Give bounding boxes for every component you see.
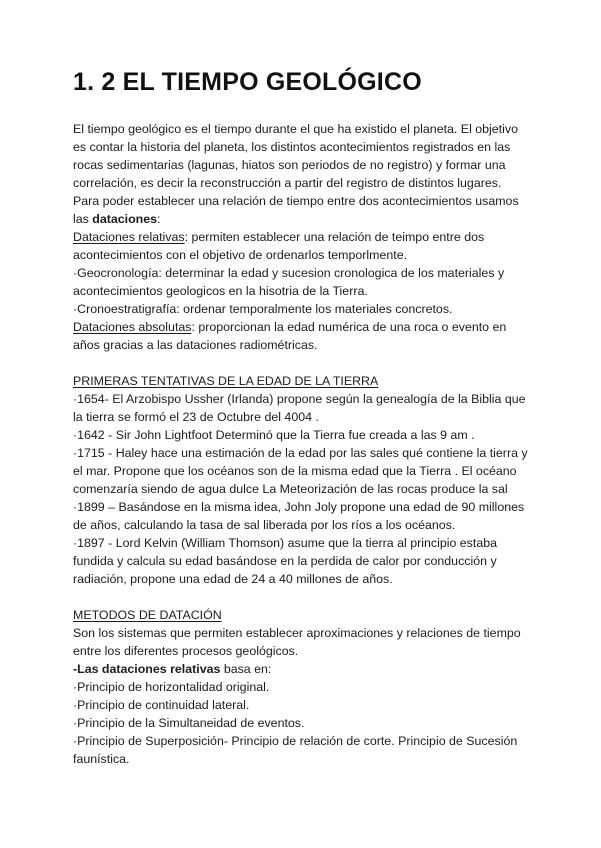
metodos-heading: METODOS DE DATACIÓN: [73, 608, 222, 622]
intro-bold-term: dataciones: [92, 212, 158, 226]
primeras-item: ·1642 - Sir John Lightfoot Determinó que la Tierra fue creada a las 9 am .: [73, 428, 475, 442]
intro-end: :: [157, 212, 161, 226]
spacer: [73, 588, 529, 606]
principio-item: ·Principio de Superposición- Principio de relación de corte. Principio de Sucesión faunística.: [73, 734, 518, 766]
relativas-label: Dataciones relativas: [73, 230, 185, 244]
metodos-relativas-rest: basa en:: [220, 662, 272, 676]
primeras-item: ·1715 - Haley hace una estimación de la edad por las sales qué contiene la tierra y el mar. Propone que los océanos son de la misma edad que la Tierra . El océano comenzaría siendo de agua dulce La Meteorización de las rocas produce la sal: [73, 446, 528, 496]
primeras-item: ·1897 - Lord Kelvin (William Thomson) asume que la tierra al principio estaba fundida y calcula su edad basándose en la perdida de calor por conducción y radiación, propone una edad de 24 a 40 millones de años.: [73, 536, 497, 586]
geocronologia-paragraph: ·Geocronología: determinar la edad y sucesion cronologica de los materiales y acontecimientos geologicos en la hisotria de la Tierra.: [73, 266, 505, 298]
relativas-text: : permiten establecer una relación de teimpo entre dos acontecimientos con el objetivo de ordenarlos temporlmente.: [73, 230, 485, 262]
primeras-heading: PRIMERAS TENTATIVAS DE LA EDAD DE LA TIERRA: [73, 374, 379, 388]
document-body: [73, 120, 529, 768]
page-title: 1. 2 EL TIEMPO GEOLÓGICO: [73, 68, 422, 96]
absolutas-label: Dataciones absolutas: [73, 320, 192, 334]
principio-item: ·Principio de horizontalidad original.: [73, 680, 270, 694]
spacer: [73, 354, 529, 372]
absolutas-paragraph: [73, 318, 529, 354]
cronoestratigrafia-paragraph: ·Cronoestratigrafía: ordenar temporalmente los materiales concretos.: [73, 302, 453, 316]
principio-item: ·Principio de continuidad lateral.: [73, 698, 250, 712]
principio-item: ·Principio de la Simultaneidad de eventos.: [73, 716, 305, 730]
metodos-relativas-bold: -Las dataciones relativas: [73, 662, 221, 676]
metodos-intro: Son los sistemas que permiten establecer aproximaciones y relaciones de tiempo entre los diferentes procesos geológicos.: [73, 626, 521, 658]
intro-text: El tiempo geológico es el tiempo durante el que ha existido el planeta. El objetivo es contar la historia del planeta, los distintos acontecimientos registrados en las rocas sedimentarias (lagunas, hiatos son periodos de no registro) y formar una correlación, es decir la reconstrucción a partir del registro de distintos lugares. Para poder establecer una relación de tiempo entre dos acontecimientos usamos las: [73, 122, 519, 226]
absolutas-text: : proporcionan la edad numérica de una roca o evento en años gracias a las dataciones radiométricas.: [73, 320, 507, 352]
relativas-paragraph: [73, 228, 529, 264]
primeras-item: ·1654- El Arzobispo Ussher (Irlanda) propone según la genealogía de la Biblia que la tierra se formó el 23 de Octubre del 4004 .: [73, 392, 526, 424]
metodos-relativas: [73, 660, 529, 678]
intro-paragraph: [73, 120, 529, 228]
primeras-item: ·1899 – Basándose en la misma idea, John Joly propone una edad de 90 millones de años, calculando la tasa de sal liberada por los ríos a los océanos.: [73, 500, 525, 532]
